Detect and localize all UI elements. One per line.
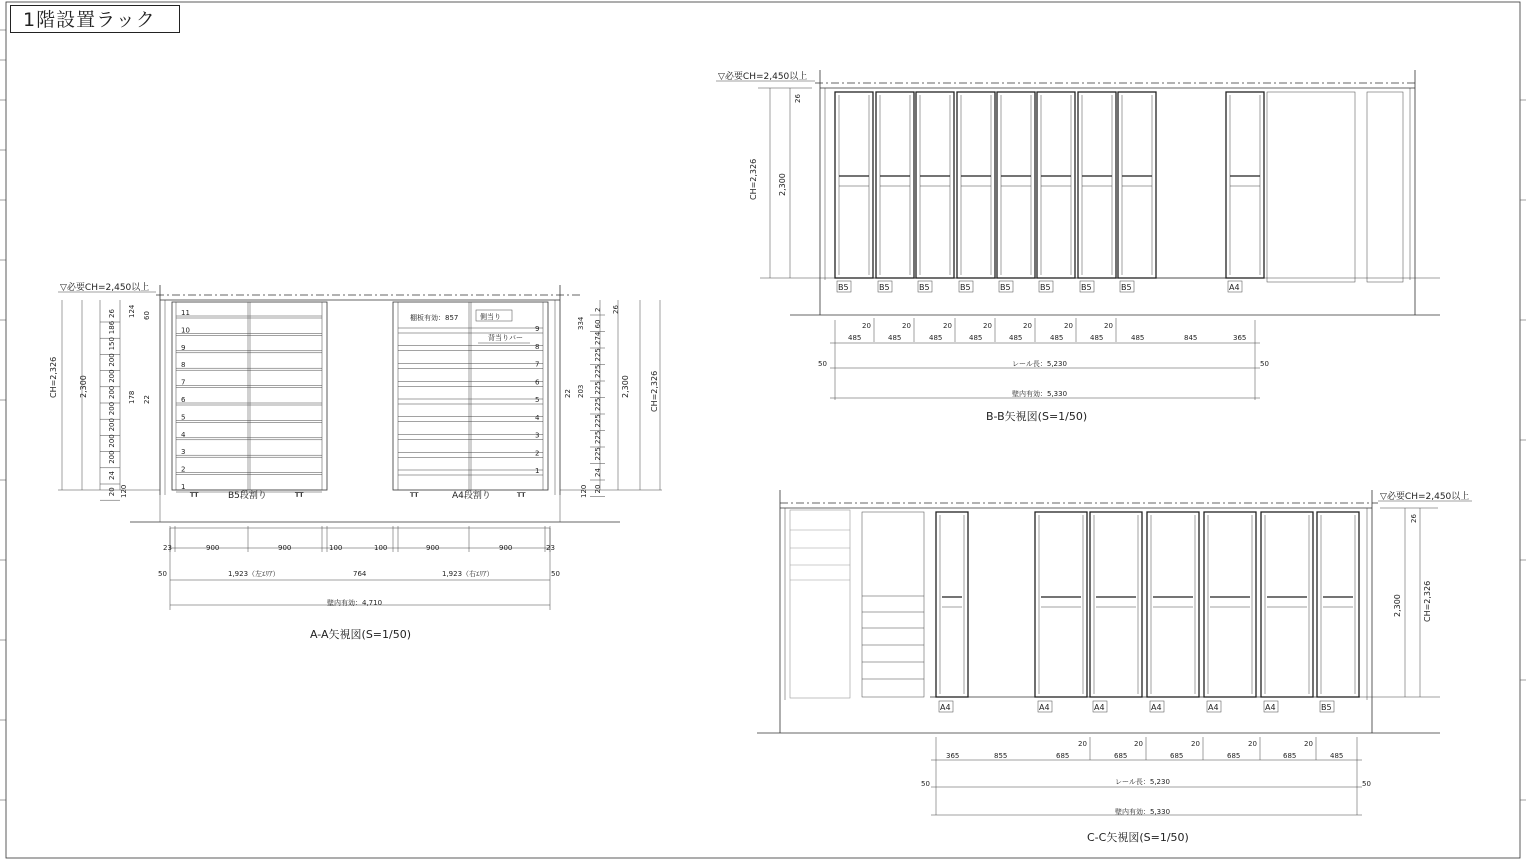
bb-width-dim: 485 xyxy=(888,334,902,342)
aa-bottom-dim2: 50 xyxy=(158,570,167,578)
cc-gap-dim: 20 xyxy=(1304,740,1313,748)
aa-left-dim: 200 xyxy=(108,401,116,416)
aa-right-shelf-number: 3 xyxy=(535,431,540,440)
bb-gap-dim: 20 xyxy=(1104,322,1113,330)
aa-right-dim: 225 xyxy=(594,381,602,395)
bb-rack xyxy=(957,92,995,278)
aa-left-shelf-number: 2 xyxy=(181,465,186,474)
aa-left-shelf-number: 11 xyxy=(181,309,190,317)
aa-left-shelf-number: 7 xyxy=(181,378,186,387)
bb-rack-tag: B5 xyxy=(1081,283,1092,292)
bb-rack-tag: B5 xyxy=(1000,283,1011,292)
aa-bottom-dim2: 764 xyxy=(353,570,367,578)
bb-2300: 2,300 xyxy=(778,173,787,196)
aa-bottom-dim2: 1,923（左ｴﾘｱ） xyxy=(228,570,280,578)
aa-right-dim-inner: 22 xyxy=(564,389,572,398)
bb-rack xyxy=(1078,92,1116,278)
aa-right-shelf-number: 2 xyxy=(535,449,540,458)
cc-gap-dim: 20 xyxy=(1078,740,1087,748)
aa-shelf-effective: 棚板有効：857 xyxy=(410,314,459,322)
bb-racks xyxy=(835,92,1264,292)
aa-left-shelf-number: 3 xyxy=(181,448,186,457)
aa-left-dim: 200 xyxy=(108,434,116,448)
aa-right-dim-inner: 334 xyxy=(577,316,585,330)
aa-ch-right: CH=2,326 xyxy=(650,370,659,412)
aa-left-dim: 200 xyxy=(108,369,116,383)
svg-text:┰┰: ┰┰ xyxy=(295,489,304,497)
aa-right-dim: 225 xyxy=(594,397,602,411)
aa-left-dim: 200 xyxy=(108,418,116,432)
aa-side-stop: 側当り xyxy=(480,313,501,321)
bb-bottom-dims xyxy=(848,318,1246,342)
aa-left-dim: 24 xyxy=(108,471,116,480)
cc-rack xyxy=(1090,512,1142,697)
cc-ch-label: ▽必要CH=2,450以上 xyxy=(1380,492,1470,502)
bb-rack-tag: B5 xyxy=(960,283,971,292)
aa-left-dim-inner: 178 xyxy=(128,390,136,404)
aa-right-shelf-number: 5 xyxy=(535,396,540,404)
cc-rail: レール長：5,230 xyxy=(1115,778,1170,786)
bb-ch: CH=2,326 xyxy=(749,158,758,200)
bb-rack-tag: B5 xyxy=(838,283,849,292)
aa-right-dim: 225 xyxy=(594,414,602,428)
aa-left-shelf-number: 4 xyxy=(181,430,186,439)
aa-right-label: A4段割り xyxy=(452,491,491,501)
cc-rack-tag: A4 xyxy=(1151,703,1162,712)
bb-gap-dim: 20 xyxy=(943,322,952,330)
cc-end-left: 50 xyxy=(921,780,930,788)
aa-right-shelf-number: 7 xyxy=(535,360,540,369)
bb-rack-tag: B5 xyxy=(879,283,890,292)
aa-2300-right: 2,300 xyxy=(621,375,630,398)
bb-elevation-view xyxy=(716,70,1440,423)
cc-26: 26 xyxy=(1410,514,1418,523)
aa-left-dim-inner: 22 xyxy=(143,395,151,404)
aa-right-dim: 60 xyxy=(594,319,602,329)
aa-bottom-dim: 100 xyxy=(329,544,343,552)
aa-right-shelf-number: 6 xyxy=(535,378,540,387)
aa-left-dim-inner: 124 xyxy=(128,304,136,318)
aa-ch-label: ▽必要CH=2,450以上 xyxy=(60,283,150,293)
bb-rack-tag: A4 xyxy=(1229,283,1240,292)
aa-bottom-dim: 23 xyxy=(163,544,172,552)
cc-rack xyxy=(1261,512,1313,697)
cc-gap-dim: 20 xyxy=(1134,740,1143,748)
aa-left-shelf-number: 1 xyxy=(181,483,186,491)
aa-bottom-dim2: 1,923（右ｴﾘｱ） xyxy=(442,570,494,578)
aa-bottom-dim: 900 xyxy=(278,544,292,552)
aa-elevation-view xyxy=(49,281,662,641)
cc-rack-tag: A4 xyxy=(1039,703,1050,712)
cc-caption: C-C矢視図(S=1/50) xyxy=(1087,831,1189,844)
cc-width-dim: 685 xyxy=(1056,752,1070,760)
aa-bottom-dim: 100 xyxy=(374,544,388,552)
aa-right-dim: 2 xyxy=(594,307,602,312)
cc-bottom-dims xyxy=(946,737,1343,760)
aa-left-dim: 150 xyxy=(108,337,116,351)
aa-caption: A-A矢視図(S=1/50) xyxy=(310,628,412,641)
bb-rack-tag: B5 xyxy=(1121,283,1132,292)
cc-width-dim: 365 xyxy=(946,752,960,760)
bb-width-dim: 485 xyxy=(1050,334,1064,342)
aa-left-dim-inner: 60 xyxy=(143,311,151,320)
cc-rack xyxy=(1147,512,1199,697)
aa-left-dim: 200 xyxy=(108,450,116,464)
cc-rack-tag: A4 xyxy=(1208,703,1219,712)
aa-bottom-dim: 900 xyxy=(499,544,513,552)
bb-rack xyxy=(1037,92,1075,278)
aa-left-dim: 26 xyxy=(108,309,116,318)
bb-gap-dim: 20 xyxy=(902,322,911,330)
cc-gap-dim: 20 xyxy=(1191,740,1200,748)
bb-wall: 壁内有効：5,330 xyxy=(1012,390,1068,398)
aa-right-dim: 225 xyxy=(594,364,602,378)
bb-gap-dim: 20 xyxy=(1023,322,1032,330)
aa-left-dim-inner: 120 xyxy=(120,484,128,498)
aa-left-label: B5段割り xyxy=(228,491,267,501)
aa-left-dim: 200 xyxy=(108,385,116,399)
cc-elevation-view xyxy=(757,490,1472,844)
aa-right-dim-inner: 26 xyxy=(612,305,620,314)
cc-width-dim: 485 xyxy=(1330,752,1344,760)
aa-right-dim: 225 xyxy=(594,348,602,362)
aa-right-dim: 274 xyxy=(594,331,602,345)
bb-width-dim: 485 xyxy=(848,334,862,342)
cc-rack xyxy=(936,512,968,697)
bb-width-dim: 485 xyxy=(1009,334,1023,342)
cc-end-right: 50 xyxy=(1362,780,1371,788)
bb-gap-dim: 20 xyxy=(1064,322,1073,330)
aa-left-dim: 186 xyxy=(108,320,116,335)
bb-width-dim: 485 xyxy=(1131,334,1145,342)
bb-rack-tag: B5 xyxy=(1040,283,1051,292)
svg-text:┰┰: ┰┰ xyxy=(410,489,419,497)
cc-rack-tag: A4 xyxy=(940,703,951,712)
bb-rack-tag: B5 xyxy=(919,283,930,292)
cc-wall: 壁内有効：5,330 xyxy=(1115,808,1171,816)
aa-bottom-dim: 900 xyxy=(426,544,440,552)
aa-bottom-dim2: 50 xyxy=(551,570,560,578)
aa-left-dim: 200 xyxy=(108,353,116,367)
cc-2300: 2,300 xyxy=(1393,594,1402,617)
aa-right-dim: 225 xyxy=(594,447,602,461)
cc-width-dim: 685 xyxy=(1114,752,1128,760)
aa-left-shelf-number: 9 xyxy=(181,343,186,352)
bb-width-dim: 485 xyxy=(969,334,983,342)
aa-right-shelf-number: 1 xyxy=(535,467,540,475)
cc-rack-tag: A4 xyxy=(1094,703,1105,712)
cc-width-dim: 685 xyxy=(1170,752,1184,760)
aa-right-dim: 20 xyxy=(594,484,602,494)
aa-left-shelf-number: 8 xyxy=(181,361,186,370)
cc-gap-dim: 20 xyxy=(1248,740,1257,748)
aa-wall-effective: 壁内有効：4,710 xyxy=(327,599,383,607)
aa-back-stop: 背当りバー xyxy=(488,334,523,342)
aa-ch-left: CH=2,326 xyxy=(49,356,58,398)
bb-rack xyxy=(1226,92,1264,278)
cc-rack-tag: A4 xyxy=(1265,703,1276,712)
bb-rack xyxy=(916,92,954,278)
aa-left-shelf-number: 6 xyxy=(181,396,186,404)
bb-end-right: 50 xyxy=(1260,360,1269,368)
bb-rack xyxy=(876,92,914,278)
aa-left-dims xyxy=(100,304,151,500)
aa-right-shelves xyxy=(398,325,543,475)
aa-right-dim: 24 xyxy=(594,468,602,477)
svg-text:┰┰: ┰┰ xyxy=(517,489,526,497)
cc-width-dim: 685 xyxy=(1227,752,1241,760)
aa-bottom-dim: 23 xyxy=(546,544,555,552)
bb-width-dim: 365 xyxy=(1233,334,1247,342)
bb-width-dim: 485 xyxy=(1090,334,1104,342)
bb-width-dim: 485 xyxy=(929,334,943,342)
cc-rack xyxy=(1317,512,1359,697)
aa-right-dim-inner: 203 xyxy=(577,384,585,398)
bb-rail: レール長：5,230 xyxy=(1012,360,1067,368)
bb-end-left: 50 xyxy=(818,360,827,368)
aa-2300-left: 2,300 xyxy=(79,375,88,398)
aa-right-dim-inner: 120 xyxy=(580,484,588,498)
cc-rack xyxy=(1035,512,1087,697)
bb-caption: B-B矢視図(S=1/50) xyxy=(986,410,1088,423)
cc-ch: CH=2,326 xyxy=(1423,580,1432,622)
bb-26: 26 xyxy=(794,94,802,103)
aa-right-shelf-number: 4 xyxy=(535,413,540,422)
bb-gap-dim: 20 xyxy=(983,322,992,330)
sheet-frame xyxy=(0,2,1526,858)
bb-rack xyxy=(1118,92,1156,278)
aa-left-shelves xyxy=(176,309,322,492)
aa-left-shelf-number: 5 xyxy=(181,413,186,422)
aa-right-dim: 225 xyxy=(594,430,602,444)
cc-racks xyxy=(936,512,1359,712)
bb-width-dim: 845 xyxy=(1184,334,1198,342)
bb-gap-dim: 20 xyxy=(862,322,871,330)
aa-right-shelf-number: 9 xyxy=(535,325,540,333)
cc-width-dim: 855 xyxy=(994,752,1008,760)
aa-bottom-dims-row2 xyxy=(158,569,560,578)
aa-left-dim: 20 xyxy=(108,487,116,497)
cc-rack xyxy=(1204,512,1256,697)
aa-right-shelf-number: 8 xyxy=(535,342,540,351)
drawing-title: 1階設置ラック xyxy=(10,5,180,33)
bb-ch-label: ▽必要CH=2,450以上 xyxy=(718,72,808,82)
svg-text:┰┰: ┰┰ xyxy=(190,489,199,497)
cc-width-dim: 685 xyxy=(1283,752,1297,760)
bb-rack xyxy=(835,92,873,278)
aa-bottom-dim: 900 xyxy=(206,544,220,552)
aa-left-shelf-number: 10 xyxy=(181,326,190,335)
aa-right-dims xyxy=(564,305,620,498)
bb-rack xyxy=(997,92,1035,278)
cc-rack-tag: B5 xyxy=(1321,703,1332,712)
